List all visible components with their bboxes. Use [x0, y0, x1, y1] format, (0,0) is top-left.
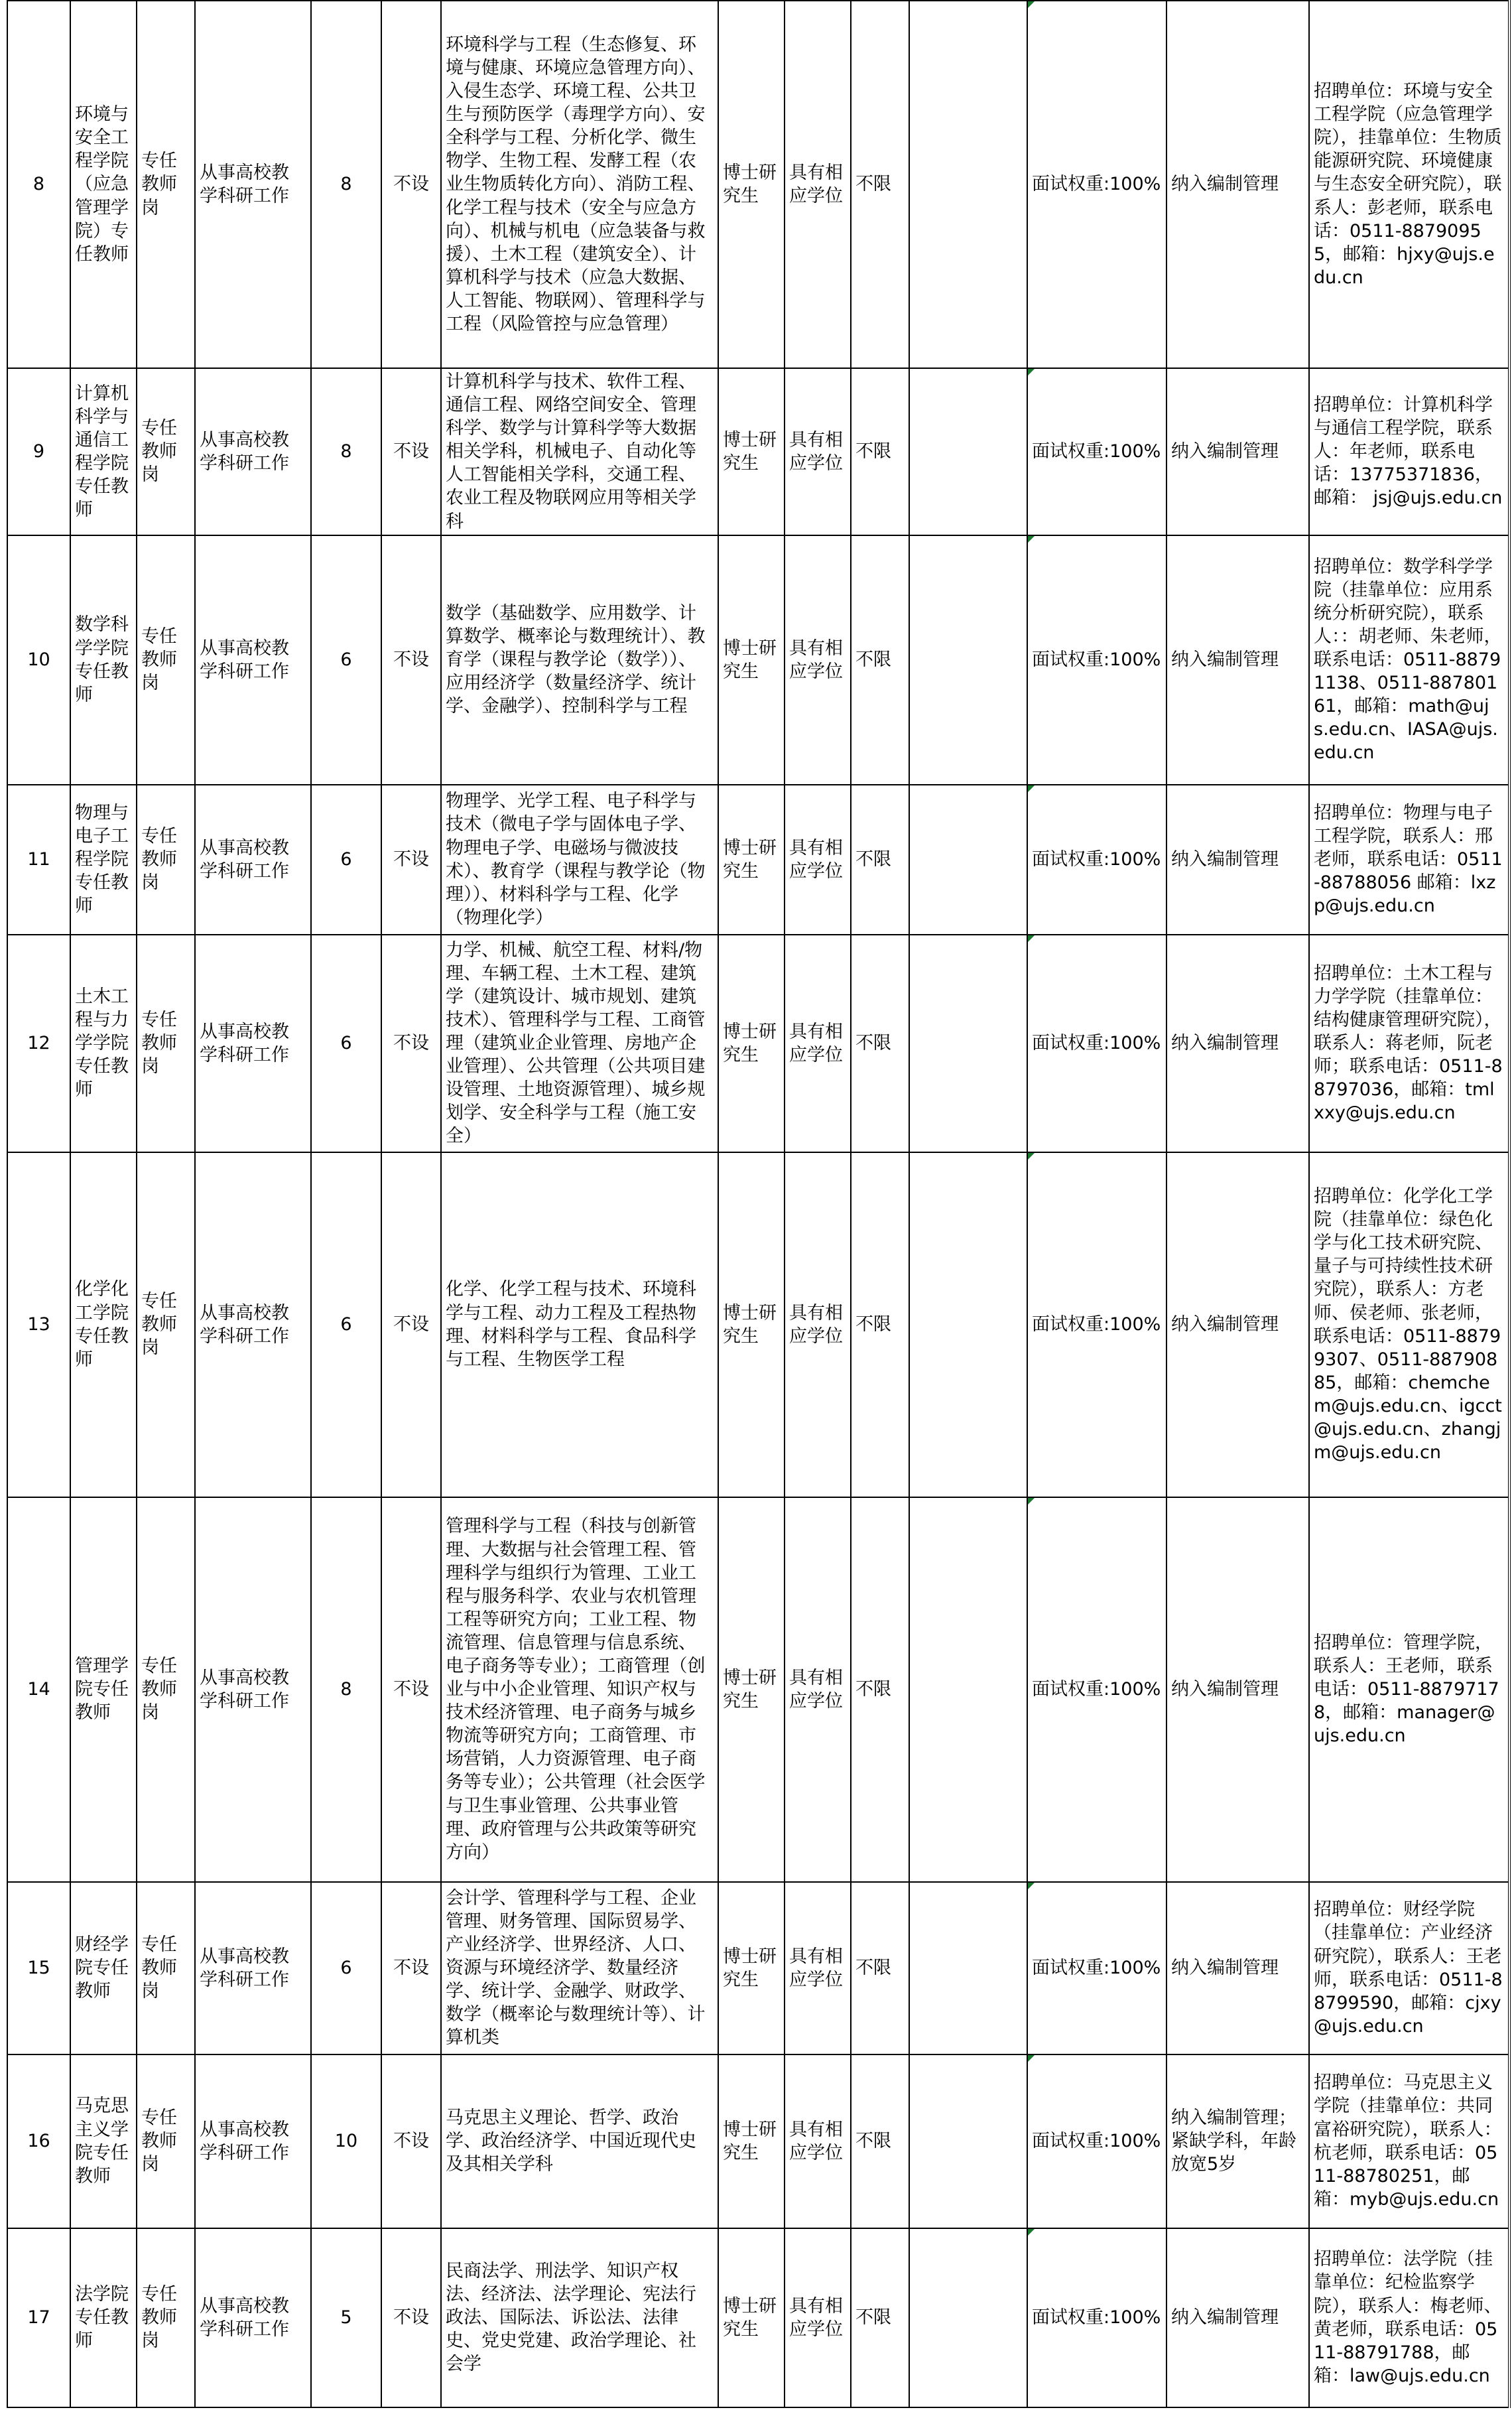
- degree-cell: 具有相应学位: [785, 1497, 851, 1882]
- duty-cell: 从事高校教学科研工作: [195, 1882, 311, 2054]
- age-cell: 不限: [851, 2054, 909, 2228]
- contact-info-cell: 招聘单位：物理与电子工程学院，联系人：邢老师，联系电话：0511-88788056 邮箱：lxzp@ujs.edu.cn: [1309, 785, 1509, 935]
- age-cell: 不限: [851, 1, 909, 368]
- table-row: [7, 935, 1509, 1152]
- age-cell: 不限: [851, 1152, 909, 1497]
- department-cell: 环境与安全工程学院（应急管理学院）专任教师: [70, 1, 137, 368]
- contact-info-cell: 招聘单位：马克思主义学院（挂靠单位：共同富裕研究院），联系人：杭老师，联系电话：0511-88780251，邮箱：myb@ujs.edu.cn: [1309, 2054, 1509, 2228]
- duty-cell: 从事高校教学科研工作: [195, 368, 311, 535]
- limit-cell: 不设: [381, 535, 441, 785]
- post-name-cell: 专任教师岗: [137, 1, 195, 368]
- seq-number-cell: 11: [7, 785, 70, 935]
- contact-info-cell: 招聘单位：管理学院，联系人：王老师，联系电话：0511-88797178，邮箱：manager@ujs.edu.cn: [1309, 1497, 1509, 1882]
- education-cell: 博士研究生: [718, 368, 785, 535]
- duty-cell: 从事高校教学科研工作: [195, 1, 311, 368]
- other-requirement-cell: [909, 1, 1027, 368]
- post-name-cell: 专任教师岗: [137, 1882, 195, 2054]
- hiring-count-cell: 6: [311, 1882, 381, 2054]
- duty-cell: 从事高校教学科研工作: [195, 785, 311, 935]
- post-name-cell: 专任教师岗: [137, 1152, 195, 1497]
- contact-info-cell: 招聘单位：计算机科学与通信工程学院，联系人：年老师，联系电话：13775371836，邮箱： jsj@ujs.edu.cn: [1309, 368, 1509, 535]
- hiring-count-cell: 6: [311, 785, 381, 935]
- degree-cell: 具有相应学位: [785, 785, 851, 935]
- other-requirement-cell: [909, 1882, 1027, 2054]
- degree-cell: 具有相应学位: [785, 1, 851, 368]
- hiring-count-cell: 6: [311, 1152, 381, 1497]
- other-requirement-cell: [909, 935, 1027, 1152]
- interview-weight-cell: 面试权重:100%: [1027, 535, 1166, 785]
- age-cell: 不限: [851, 2228, 909, 2407]
- education-cell: 博士研究生: [718, 1152, 785, 1497]
- other-requirement-cell: [909, 1497, 1027, 1882]
- department-cell: 法学院专任教师: [70, 2228, 137, 2407]
- department-cell: 物理与电子工程学院专任教师: [70, 785, 137, 935]
- department-cell: 化学化工学院专任教师: [70, 1152, 137, 1497]
- staffing-cell: 纳入编制管理；紧缺学科，年龄放宽5岁: [1166, 2054, 1309, 2228]
- education-cell: 博士研究生: [718, 2228, 785, 2407]
- other-requirement-cell: [909, 1152, 1027, 1497]
- seq-number-cell: 9: [7, 368, 70, 535]
- hiring-count-cell: 6: [311, 535, 381, 785]
- seq-number-cell: 12: [7, 935, 70, 1152]
- interview-weight-cell: 面试权重:100%: [1027, 1497, 1166, 1882]
- hiring-count-cell: 8: [311, 1, 381, 368]
- table-row: [7, 1, 1509, 368]
- table-row: [7, 1882, 1509, 2054]
- education-cell: 博士研究生: [718, 1497, 785, 1882]
- major-requirement-cell: 民商法学、刑法学、知识产权法、经济法、法学理论、宪法行政法、国际法、诉讼法、法律史、党史党建、政治学理论、社会学: [441, 2228, 718, 2407]
- department-cell: 数学科学学院专任教师: [70, 535, 137, 785]
- age-cell: 不限: [851, 935, 909, 1152]
- education-cell: 博士研究生: [718, 1, 785, 368]
- degree-cell: 具有相应学位: [785, 535, 851, 785]
- staffing-cell: 纳入编制管理: [1166, 1497, 1309, 1882]
- major-requirement-cell: 化学、化学工程与技术、环境科学与工程、动力工程及工程热物理、材料科学与工程、食品科学与工程、生物医学工程: [441, 1152, 718, 1497]
- limit-cell: 不设: [381, 1497, 441, 1882]
- hiring-count-cell: 10: [311, 2054, 381, 2228]
- recruitment-table: [7, 0, 1511, 2408]
- seq-number-cell: 16: [7, 2054, 70, 2228]
- table-row: [7, 1152, 1509, 1497]
- contact-info-cell: 招聘单位：环境与安全工程学院（应急管理学院），挂靠单位：生物质能源研究院、环境健康与生态安全研究院），联系人：彭老师，联系电话：0511-88790955，邮箱：hjxy@ujs.edu.cn: [1309, 1, 1509, 368]
- interview-weight-cell: 面试权重:100%: [1027, 935, 1166, 1152]
- age-cell: 不限: [851, 1882, 909, 2054]
- department-cell: 土木工程与力学学院专任教师: [70, 935, 137, 1152]
- degree-cell: 具有相应学位: [785, 368, 851, 535]
- degree-cell: 具有相应学位: [785, 1882, 851, 2054]
- duty-cell: 从事高校教学科研工作: [195, 935, 311, 1152]
- staffing-cell: 纳入编制管理: [1166, 368, 1309, 535]
- major-requirement-cell: 物理学、光学工程、电子科学与技术（微电子学与固体电子学、物理电子学、电磁场与微波技术）、教育学（课程与教学论（物理））、材料科学与工程、化学（物理化学）: [441, 785, 718, 935]
- table-body: [7, 1, 1509, 2407]
- department-cell: 马克思主义学院专任教师: [70, 2054, 137, 2228]
- education-cell: 博士研究生: [718, 1882, 785, 2054]
- staffing-cell: 纳入编制管理: [1166, 1882, 1309, 2054]
- contact-info-cell: 招聘单位：法学院（挂靠单位：纪检监察学院），联系人：梅老师、黄老师，联系电话：0511-88791788，邮箱：law@ujs.edu.cn: [1309, 2228, 1509, 2407]
- other-requirement-cell: [909, 2228, 1027, 2407]
- hiring-count-cell: 5: [311, 2228, 381, 2407]
- contact-info-cell: 招聘单位：财经学院（挂靠单位：产业经济研究院），联系人：王老师，联系电话：0511-88799590，邮箱：cjxy@ujs.edu.cn: [1309, 1882, 1509, 2054]
- interview-weight-cell: 面试权重:100%: [1027, 368, 1166, 535]
- post-name-cell: 专任教师岗: [137, 2228, 195, 2407]
- department-cell: 财经学院专任教师: [70, 1882, 137, 2054]
- duty-cell: 从事高校教学科研工作: [195, 535, 311, 785]
- staffing-cell: 纳入编制管理: [1166, 1152, 1309, 1497]
- contact-info-cell: 招聘单位：化学化工学院（挂靠单位：绿色化学与化工技术研究院、量子与可持续性技术研究院），联系人：方老师、侯老师、张老师，联系电话：0511-88799307、0511-88790885，邮箱：chemchem@ujs.edu.cn、igcct@ujs.edu.cn、zhangjm@ujs.edu.cn: [1309, 1152, 1509, 1497]
- interview-weight-cell: 面试权重:100%: [1027, 1, 1166, 368]
- major-requirement-cell: 会计学、管理科学与工程、企业管理、财务管理、国际贸易学、产业经济学、世界经济、人口、资源与环境经济学、数量经济学、统计学、金融学、财政学、数学（概率论与数理统计等）、计算机类: [441, 1882, 718, 2054]
- staffing-cell: 纳入编制管理: [1166, 2228, 1309, 2407]
- limit-cell: 不设: [381, 935, 441, 1152]
- duty-cell: 从事高校教学科研工作: [195, 2054, 311, 2228]
- post-name-cell: 专任教师岗: [137, 935, 195, 1152]
- post-name-cell: 专任教师岗: [137, 535, 195, 785]
- limit-cell: 不设: [381, 2228, 441, 2407]
- contact-info-cell: 招聘单位：土木工程与力学学院（挂靠单位：结构健康管理研究院），联系人：蒋老师，阮老师；联系电话：0511-88797036，邮箱：tmlxxy@ujs.edu.cn: [1309, 935, 1509, 1152]
- post-name-cell: 专任教师岗: [137, 785, 195, 935]
- hiring-count-cell: 6: [311, 935, 381, 1152]
- major-requirement-cell: 数学（基础数学、应用数学、计算数学、概率论与数理统计）、教育学（课程与教学论（数学））、应用经济学（数量经济学、统计学、金融学）、控制科学与工程: [441, 535, 718, 785]
- major-requirement-cell: 环境科学与工程（生态修复、环境与健康、环境应急管理方向）、入侵生态学、环境工程、公共卫生与预防医学（毒理学方向）、安全科学与工程、分析化学、微生物学、生物工程、发酵工程（农业生物质转化方向）、消防工程、化学工程与技术（安全与应急方向）、机械与机电（应急装备与救援）、土木工程（建筑安全）、计算机科学与技术（应急大数据、人工智能、物联网）、管理科学与工程（风险管控与应急管理）: [441, 1, 718, 368]
- staffing-cell: 纳入编制管理: [1166, 1, 1309, 368]
- education-cell: 博士研究生: [718, 935, 785, 1152]
- limit-cell: 不设: [381, 1882, 441, 2054]
- department-cell: 管理学院专任教师: [70, 1497, 137, 1882]
- age-cell: 不限: [851, 1497, 909, 1882]
- limit-cell: 不设: [381, 1152, 441, 1497]
- major-requirement-cell: 管理科学与工程（科技与创新管理、大数据与社会管理工程、管理科学与组织行为管理、工业工程与服务科学、农业与农机管理工程等研究方向；工业工程、物流管理、信息管理与信息系统、电子商务等专业）；工商管理（创业与中小企业管理、知识产权与技术经济管理、电子商务与城乡物流等研究方向；工商管理、市场营销，人力资源管理、电子商务等专业）；公共管理（社会医学与卫生事业管理、公共事业管理、政府管理与公共政策等研究方向）: [441, 1497, 718, 1882]
- major-requirement-cell: 力学、机械、航空工程、材料/物理、车辆工程、土木工程、建筑学（建筑设计、城市规划、建筑技术）、管理科学与工程、工商管理（建筑业企业管理、房地产企业管理）、公共管理（公共项目建设管理、土地资源管理）、城乡规划学、安全科学与工程（施工安全）: [441, 935, 718, 1152]
- limit-cell: 不设: [381, 785, 441, 935]
- major-requirement-cell: 马克思主义理论、哲学、政治学、政治经济学、中国近现代史及其相关学科: [441, 2054, 718, 2228]
- post-name-cell: 专任教师岗: [137, 1497, 195, 1882]
- post-name-cell: 专任教师岗: [137, 2054, 195, 2228]
- education-cell: 博士研究生: [718, 535, 785, 785]
- staffing-cell: 纳入编制管理: [1166, 785, 1309, 935]
- hiring-count-cell: 8: [311, 368, 381, 535]
- seq-number-cell: 17: [7, 2228, 70, 2407]
- age-cell: 不限: [851, 535, 909, 785]
- seq-number-cell: 13: [7, 1152, 70, 1497]
- other-requirement-cell: [909, 2054, 1027, 2228]
- table-row: [7, 1497, 1509, 1882]
- interview-weight-cell: 面试权重:100%: [1027, 785, 1166, 935]
- table-row: [7, 368, 1509, 535]
- duty-cell: 从事高校教学科研工作: [195, 2228, 311, 2407]
- degree-cell: 具有相应学位: [785, 935, 851, 1152]
- education-cell: 博士研究生: [718, 2054, 785, 2228]
- education-cell: 博士研究生: [718, 785, 785, 935]
- staffing-cell: 纳入编制管理: [1166, 535, 1309, 785]
- degree-cell: 具有相应学位: [785, 2228, 851, 2407]
- degree-cell: 具有相应学位: [785, 2054, 851, 2228]
- major-requirement-cell: 计算机科学与技术、软件工程、通信工程、网络空间安全、管理科学、数学与计算科学等大数据相关学科，机械电子、自动化等人工智能相关学科，交通工程、农业工程及物联网应用等相关学科: [441, 368, 718, 535]
- seq-number-cell: 8: [7, 1, 70, 368]
- other-requirement-cell: [909, 368, 1027, 535]
- interview-weight-cell: 面试权重:100%: [1027, 2228, 1166, 2407]
- interview-weight-cell: 面试权重:100%: [1027, 1152, 1166, 1497]
- seq-number-cell: 14: [7, 1497, 70, 1882]
- department-cell: 计算机科学与通信工程学院专任教师: [70, 368, 137, 535]
- limit-cell: 不设: [381, 368, 441, 535]
- contact-info-cell: 招聘单位：数学科学学院（挂靠单位：应用系统分析研究院），联系人：：胡老师、朱老师，联系电话：0511-88791138、0511-88780161，邮箱：math@ujs.edu.cn、IASA@ujs.edu.cn: [1309, 535, 1509, 785]
- other-requirement-cell: [909, 535, 1027, 785]
- hiring-count-cell: 8: [311, 1497, 381, 1882]
- age-cell: 不限: [851, 368, 909, 535]
- duty-cell: 从事高校教学科研工作: [195, 1497, 311, 1882]
- seq-number-cell: 10: [7, 535, 70, 785]
- limit-cell: 不设: [381, 1, 441, 368]
- seq-number-cell: 15: [7, 1882, 70, 2054]
- post-name-cell: 专任教师岗: [137, 368, 195, 535]
- duty-cell: 从事高校教学科研工作: [195, 1152, 311, 1497]
- staffing-cell: 纳入编制管理: [1166, 935, 1309, 1152]
- degree-cell: 具有相应学位: [785, 1152, 851, 1497]
- age-cell: 不限: [851, 785, 909, 935]
- table-row: [7, 2228, 1509, 2407]
- interview-weight-cell: 面试权重:100%: [1027, 1882, 1166, 2054]
- table-row: [7, 535, 1509, 785]
- interview-weight-cell: 面试权重:100%: [1027, 2054, 1166, 2228]
- limit-cell: 不设: [381, 2054, 441, 2228]
- table-row: [7, 2054, 1509, 2228]
- table-row: [7, 785, 1509, 935]
- other-requirement-cell: [909, 785, 1027, 935]
